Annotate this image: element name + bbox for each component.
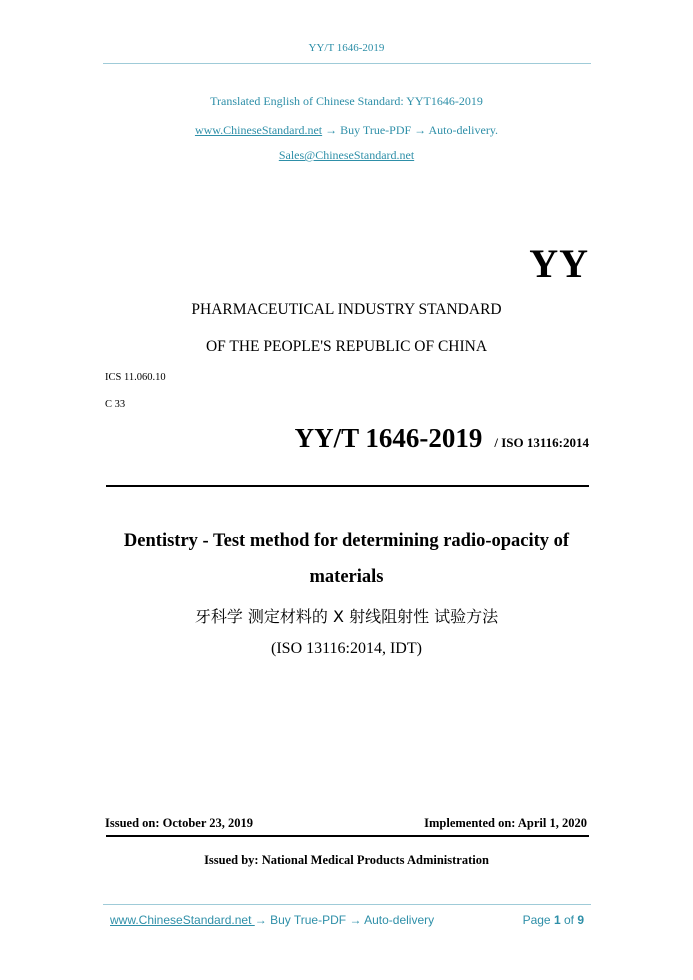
- ics-code: ICS 11.060.10: [105, 372, 166, 383]
- buy-pdf-text: Buy True-PDF: [337, 123, 415, 137]
- iso-reference: (ISO 13116:2014, IDT): [271, 640, 422, 657]
- title-divider: [106, 485, 589, 487]
- footer-divider: [103, 904, 591, 905]
- page-total: 9: [577, 913, 584, 927]
- standard-type-line2: OF THE PEOPLE'S REPUBLIC OF CHINA: [205, 338, 488, 355]
- category-mark: YY: [529, 241, 589, 286]
- ccs-code: C 33: [105, 399, 126, 410]
- footer-delivery-text: Auto-delivery: [361, 913, 435, 927]
- page-number: 1: [553, 913, 561, 927]
- email-line: [0, 148, 693, 163]
- standard-number-equiv: / ISO 13116:2014: [494, 435, 589, 450]
- standard-number-main: YY/T 1646-2019: [294, 423, 483, 453]
- arrow-icon: →: [349, 913, 362, 927]
- of-word: of: [560, 913, 578, 927]
- page-indicator: [523, 913, 584, 927]
- title-chinese: 牙科学 测定材料的 X 射线阻射性 试验方法: [194, 607, 499, 626]
- header-divider: [103, 63, 591, 64]
- title-english-line2: materials: [309, 567, 384, 587]
- auto-delivery-text: Auto-delivery.: [426, 123, 499, 137]
- title-english-line1: Dentistry - Test method for determining radio-opacity of: [123, 531, 570, 551]
- footer-promo: [110, 913, 434, 927]
- standard-type-line1: PHARMACEUTICAL INDUSTRY STANDARD: [191, 301, 502, 318]
- translated-notice: Translated English of Chinese Standard: YYT1646-2019: [210, 94, 483, 108]
- arrow-icon: →: [414, 123, 427, 137]
- implemented-on-date: Implemented on: April 1, 2020: [424, 816, 587, 830]
- standard-number: [295, 423, 589, 454]
- page-word: Page: [522, 913, 554, 927]
- header-standard-code: YY/T 1646-2019: [308, 42, 385, 54]
- footer-buy-text: Buy True-PDF: [266, 913, 350, 927]
- issuer: Issued by: National Medical Products Administration: [204, 853, 489, 867]
- site-link[interactable]: www.ChineseStandard.net: [194, 123, 323, 137]
- footer-site-link[interactable]: www.ChineseStandard.net: [110, 913, 255, 927]
- arrow-icon: →: [254, 913, 267, 927]
- dates-divider: [106, 835, 589, 837]
- promo-line: [0, 123, 693, 138]
- issued-on-date: Issued on: October 23, 2019: [105, 816, 254, 830]
- email-link[interactable]: Sales@ChineseStandard.net: [278, 148, 415, 162]
- arrow-icon: →: [325, 123, 338, 137]
